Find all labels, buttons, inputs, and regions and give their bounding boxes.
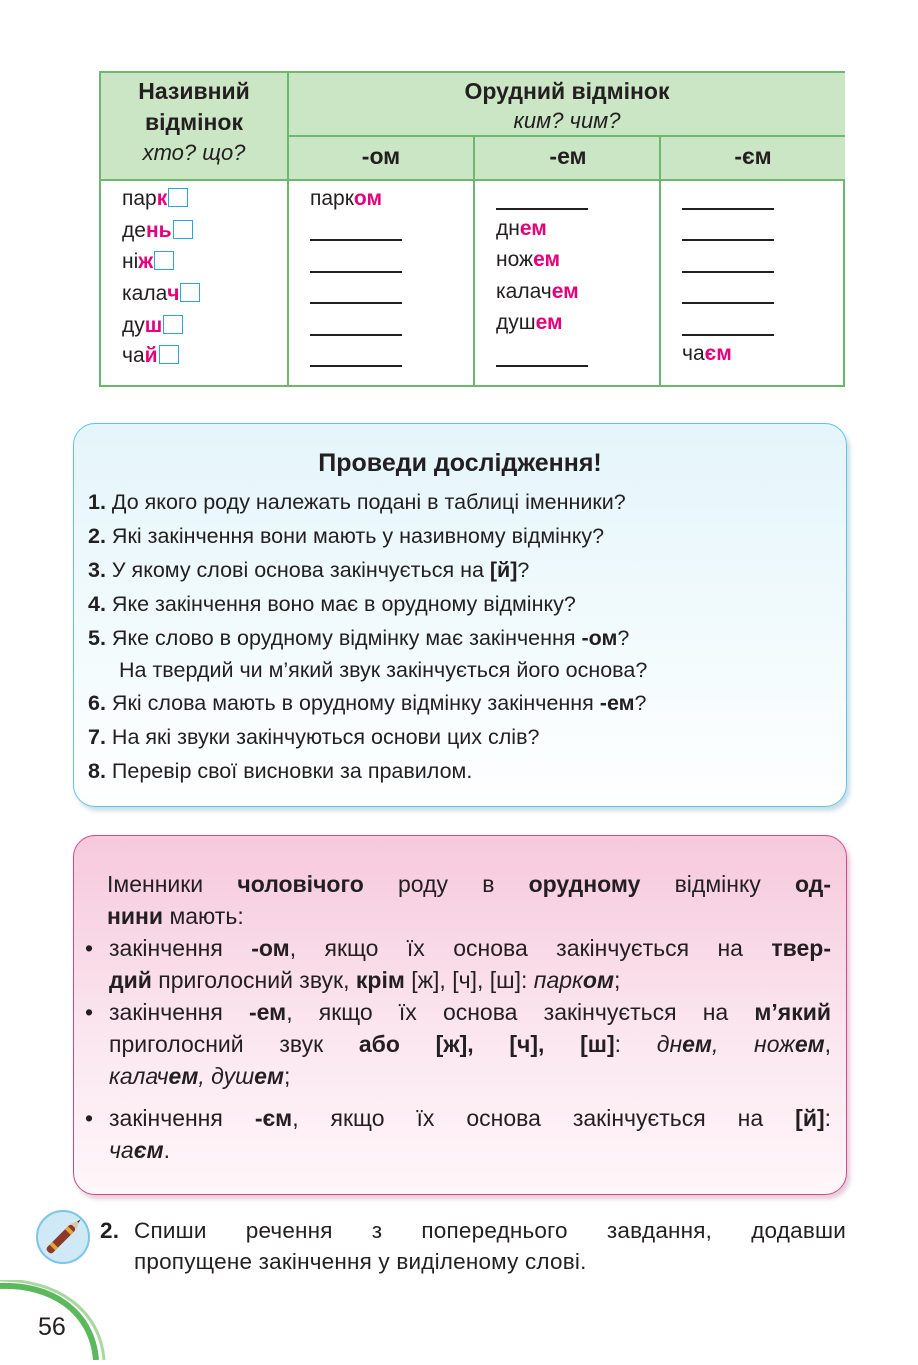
ending-input-box[interactable] — [154, 251, 174, 270]
ending-om-header: -ом — [361, 143, 401, 169]
question-item: 6. Які слова мають в орудному відмінку закінчення -ем? — [88, 691, 647, 715]
pen-icon — [34, 1208, 92, 1266]
rule-line: приголосний звук або [ж], [ч], [ш]: днем, ножем, — [109, 1031, 832, 1057]
blank-line — [310, 271, 402, 273]
bullet: • — [85, 1105, 94, 1131]
question-item: 4. Яке закінчення воно має в орудному відмінку? — [88, 592, 576, 616]
nominative-word: чай — [122, 343, 179, 369]
instrumental-word: днем — [496, 217, 547, 240]
question-item: 3. У якому слові основа закінчується на [й]? — [88, 558, 530, 582]
nominative-header-line2: відмінок — [145, 109, 243, 135]
nominative-word: калач — [122, 281, 200, 307]
header-bottom-line — [101, 179, 843, 181]
rule-line: калачем, душем; — [109, 1063, 291, 1089]
blank-line — [310, 239, 402, 241]
blank-line — [682, 271, 774, 273]
question-item: 7. На які звуки закінчуються основи цих слів? — [88, 725, 540, 749]
nominative-word: душ — [122, 313, 183, 339]
rule-line: закінчення -єм, якщо їх основа закінчується на [й]: — [109, 1105, 832, 1131]
instrumental-word: калачем — [496, 280, 579, 303]
instrumental-word: душем — [496, 311, 563, 334]
question-item: 5. Яке слово в орудному відмінку має закінчення -ом? — [88, 626, 630, 650]
ending-yem-header: -єм — [734, 143, 772, 169]
blank-line — [310, 302, 402, 304]
blank-line — [682, 208, 774, 210]
ending-em-header: -ем — [549, 143, 587, 169]
instrumental-header-title: Орудний відмінок — [464, 78, 670, 104]
research-title: Проведи дослідження! — [318, 449, 602, 477]
instrumental-word: ножем — [496, 248, 561, 271]
ending-input-box[interactable] — [163, 315, 183, 334]
bullet: • — [85, 935, 94, 961]
ending-input-box[interactable] — [168, 188, 188, 207]
instrumental-word: парком — [310, 187, 383, 210]
column-line-3 — [659, 135, 661, 387]
question-item: 8. Перевір свої висновки за правилом. — [88, 759, 473, 783]
ending-input-box[interactable] — [180, 283, 200, 302]
blank-line — [310, 365, 402, 367]
nominative-word: ніж — [122, 249, 174, 275]
blank-line — [496, 365, 588, 367]
blank-line — [496, 208, 588, 210]
nominative-question: хто? що? — [142, 140, 246, 165]
instrumental-header — [289, 73, 845, 179]
bullet: • — [85, 999, 94, 1025]
exercise-text-line2: пропущене закінчення у виділеному слові. — [134, 1249, 587, 1274]
rule-line: дий приголосний звук, крім [ж], [ч], [ш]: парком; — [109, 967, 621, 993]
header-divider — [289, 135, 845, 137]
nominative-header-line1: Називний — [138, 78, 250, 104]
nominative-word: день — [122, 218, 193, 244]
instrumental-question: ким? чим? — [513, 108, 621, 133]
rule-line: Іменники чоловічого роду в орудному відмінку од- — [107, 871, 831, 897]
ending-input-box[interactable] — [159, 345, 179, 364]
exercise-number: 2. — [100, 1218, 120, 1243]
rule-line: закінчення -ем, якщо їх основа закінчується на м’який — [109, 999, 831, 1025]
research-box — [73, 423, 847, 807]
ending-input-box[interactable] — [173, 220, 193, 239]
column-line-1 — [287, 73, 289, 387]
nominative-word: парк — [122, 186, 188, 212]
blank-line — [682, 302, 774, 304]
blank-line — [310, 334, 402, 336]
blank-line — [682, 239, 774, 241]
rule-line: нини мають: — [107, 903, 244, 929]
instrumental-word: чаєм — [682, 342, 732, 365]
nominative-header — [101, 73, 287, 179]
question-item: 2. Які закінчення вони мають у називному відмінку? — [88, 524, 605, 548]
question-item-continuation: На твердий чи м’який звук закінчується його основа? — [119, 658, 648, 682]
column-line-2 — [473, 135, 475, 387]
declension-table — [99, 71, 845, 387]
rule-line: закінчення -ом, якщо їх основа закінчується на твер- — [109, 935, 831, 961]
rule-box — [73, 835, 847, 1195]
page-number: 56 — [38, 1313, 66, 1341]
blank-line — [682, 334, 774, 336]
exercise-text-line1: Спиши речення з попереднього завдання, додавши — [134, 1218, 846, 1243]
question-item: 1. До якого роду належать подані в таблиці іменники? — [88, 490, 626, 514]
rule-line: чаєм. — [109, 1137, 171, 1163]
